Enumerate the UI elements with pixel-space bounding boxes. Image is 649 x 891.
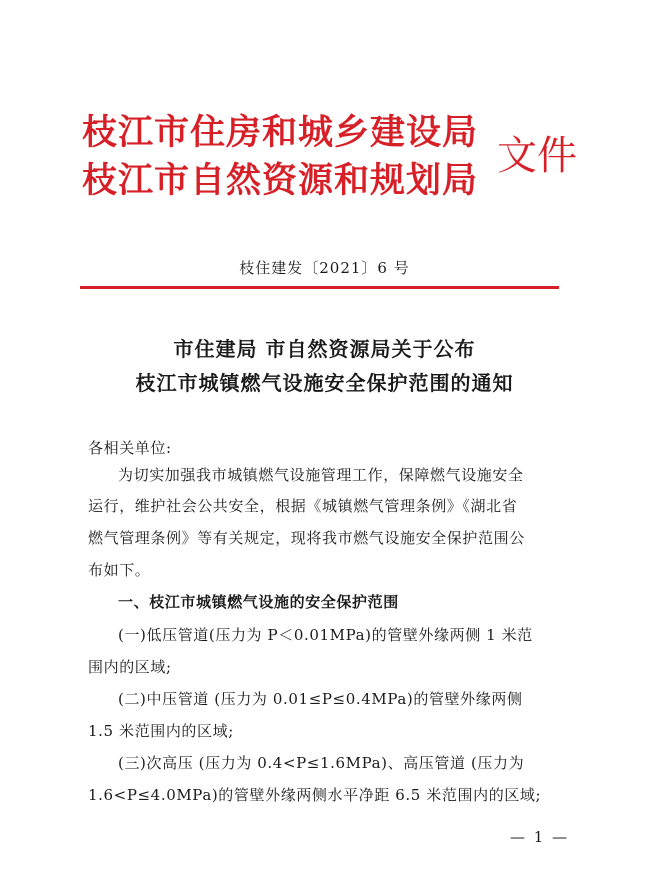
para1-line1: 为切实加强我市城镇燃气设施管理工作，保障燃气设施安全 — [118, 466, 524, 484]
red-divider — [80, 286, 559, 289]
para1-line3: 燃气管理条例》等有关规定，现将我市燃气设施安全保护范围公 — [88, 529, 525, 547]
issuing-org-1: 枝江市住房和城乡建设局 — [82, 112, 479, 153]
section1-heading: 一、枝江市城镇燃气设施的安全保护范围 — [118, 593, 399, 611]
issuing-org-2: 枝江市自然资源和规划局 — [82, 160, 479, 201]
title-line-2: 枝江市城镇燃气设施安全保护范围的通知 — [135, 371, 514, 395]
page-number: — 1 — — [510, 828, 570, 846]
item2-line1: (二)中压管道 (压力为 0.01≤P≤0.4MPa)的管壁外缘两侧 — [118, 690, 523, 708]
document-number: 枝住建发〔2021〕6 号 — [239, 259, 410, 277]
item3-line2: 1.6<P≤4.0MPa)的管壁外缘两侧水平净距 6.5 米范围内的区域; — [88, 786, 542, 804]
document-type: 文件 — [497, 133, 577, 179]
item2-line2: 1.5 米范围内的区域; — [88, 722, 234, 740]
salutation: 各相关单位: — [88, 439, 172, 457]
para1-line4: 布如下。 — [88, 561, 151, 579]
para1-line2: 运行，维护社会公共安全，根据《城镇燃气管理条例》《湖北省 — [88, 497, 518, 515]
item3-line1: (三)次高压 (压力为 0.4<P≤1.6MPa)、高压管道 (压力为 — [118, 754, 525, 772]
item1-line1: (一)低压管道(压力为 P＜0.01MPa)的管壁外缘两侧 1 米范 — [118, 626, 533, 644]
item1-line2: 围内的区域; — [88, 658, 172, 676]
title-line-1: 市住建局 市自然资源局关于公布 — [173, 337, 476, 361]
